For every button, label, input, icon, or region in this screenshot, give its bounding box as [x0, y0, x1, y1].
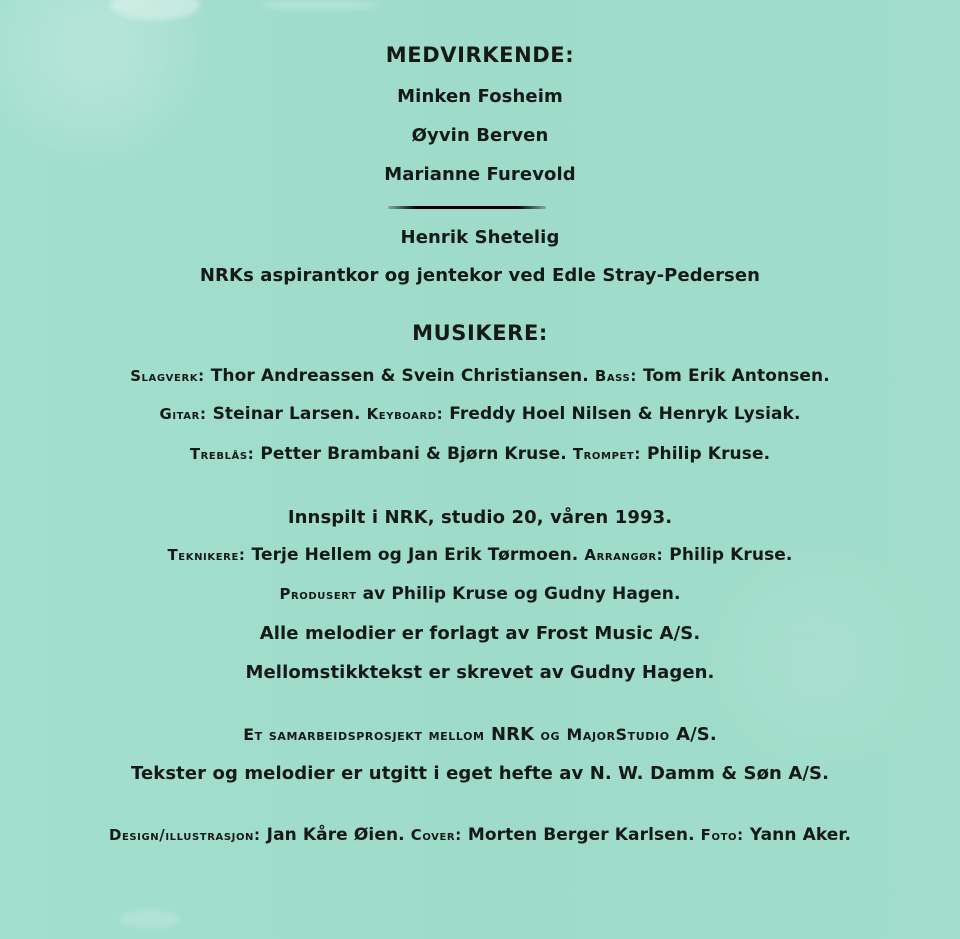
credit-names: Yann Aker.: [749, 825, 852, 845]
role-label: Foto:: [700, 826, 744, 844]
credit-names: Steinar Larsen.: [212, 404, 361, 424]
publisher-credit: Alle melodier er forlagt av Frost Music A/S.: [259, 623, 701, 644]
majorstudio-name: MajorStudio: [566, 725, 670, 744]
choir-credit: NRKs aspirantkor og jentekor ved Edle Stray-Pedersen: [199, 265, 761, 286]
credit-names: Philip Kruse.: [646, 444, 771, 464]
cast-member: Henrik Shetelig: [400, 227, 560, 248]
producer-credit: [0, 584, 960, 604]
lyrics-book-credit: Tekster og melodier er utgitt i eget hefte av N. W. Damm & Søn A/S.: [130, 763, 830, 784]
role-label: Treblås:: [189, 445, 255, 463]
cast-member: Minken Fosheim: [397, 86, 563, 107]
technicians-credit: [0, 545, 960, 565]
musician-credit-line: [0, 444, 960, 464]
cast-member: Marianne Furevold: [384, 164, 576, 185]
credit-names: Jan Kåre Øien.: [266, 825, 405, 845]
role-label: Trompet:: [572, 445, 641, 463]
role-label: Arrangør:: [584, 546, 664, 564]
musician-credit-line: [0, 366, 960, 386]
collaboration-conjunction: og: [540, 725, 561, 744]
credit-names: Morten Berger Karlsen.: [467, 825, 695, 845]
credit-names: Petter Brambani & Bjørn Kruse.: [260, 444, 567, 464]
credit-names: Freddy Hoel Nilsen & Henryk Lysiak.: [449, 404, 801, 424]
musician-credit-line: [0, 404, 960, 424]
role-label: Produsert: [279, 585, 357, 603]
role-label: Design/illustrasjon:: [108, 826, 261, 844]
interlude-text-credit: Mellomstikktekst er skrevet av Gudny Hagen.: [245, 662, 715, 683]
credit-names: Philip Kruse.: [669, 545, 793, 565]
nrk-name: NRK: [490, 724, 535, 745]
section-divider: [388, 206, 546, 209]
credit-names: Terje Hellem og Jan Erik Tørmoen.: [251, 545, 579, 565]
cast-member: Øyvin Berven: [411, 125, 549, 146]
role-label: Gitar:: [159, 405, 207, 423]
paper-scuff: [110, 0, 200, 20]
collaboration-credit: [0, 724, 960, 745]
role-label: Teknikere:: [167, 546, 246, 564]
role-label: Keyboard:: [366, 405, 444, 423]
credit-names: Thor Andreassen & Svein Christiansen.: [210, 366, 589, 386]
role-label: Slagverk:: [130, 367, 205, 385]
credit-names: Tom Erik Antonsen.: [642, 366, 830, 386]
role-label: Bass:: [594, 367, 637, 385]
role-label: Cover:: [410, 826, 462, 844]
company-suffix: A/S.: [676, 724, 717, 745]
collaboration-phrase: Et samarbeidsprosjekt mellom: [243, 725, 485, 744]
recording-info: Innspilt i NRK, studio 20, våren 1993.: [287, 507, 673, 528]
credit-names: av Philip Kruse og Gudny Hagen.: [362, 584, 681, 604]
paper-scuff: [120, 910, 180, 928]
medvirkende-heading: MEDVIRKENDE:: [385, 43, 575, 67]
musikere-heading: MUSIKERE:: [412, 321, 548, 345]
design-credit: [0, 825, 960, 845]
paper-scuff: [260, 0, 380, 10]
